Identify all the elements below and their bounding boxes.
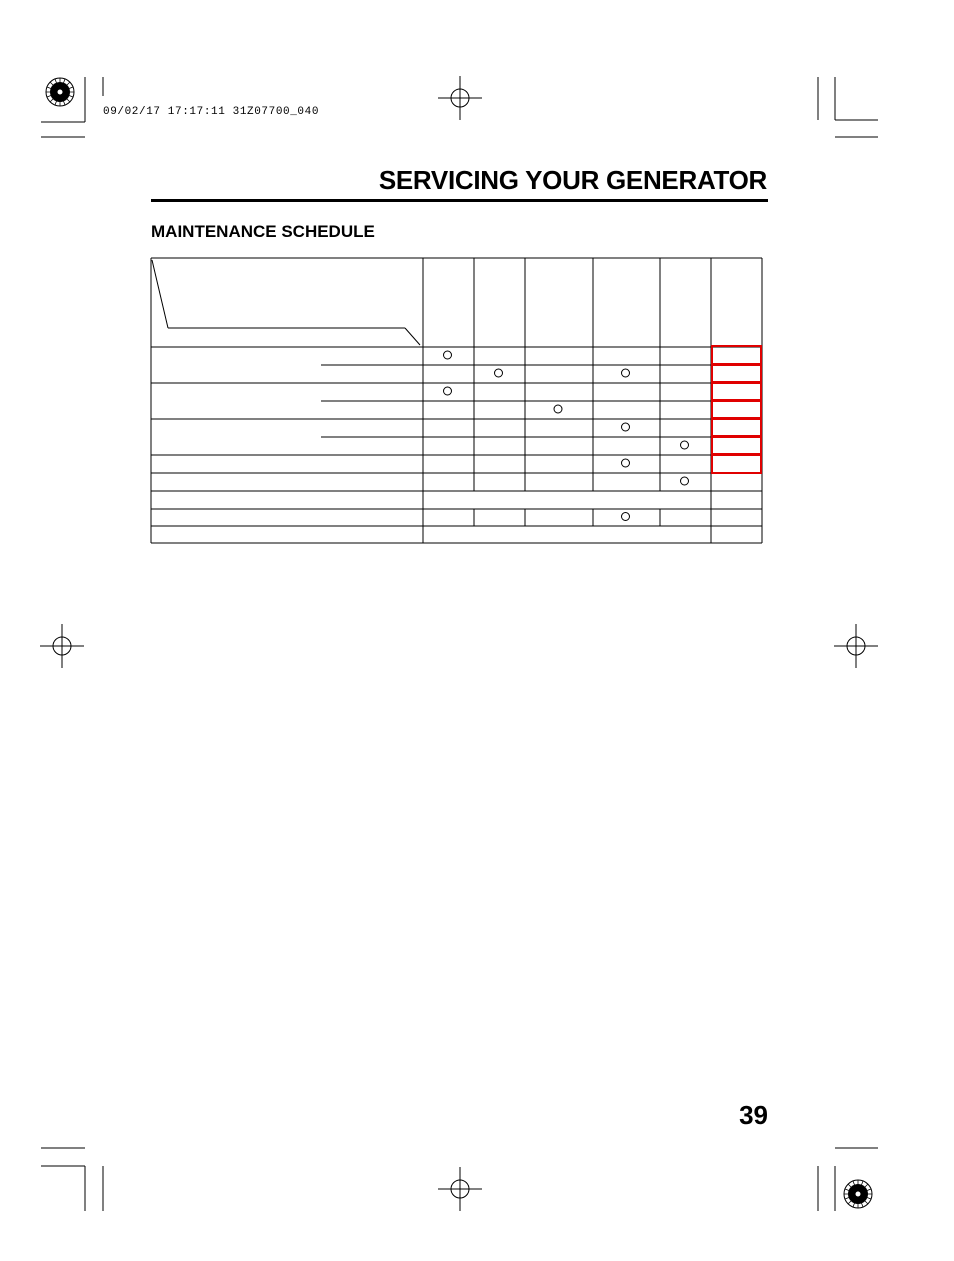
- subsection-title: MAINTENANCE SCHEDULE: [151, 222, 375, 241]
- section-title: SERVICING YOUR GENERATOR: [378, 165, 767, 195]
- schedule-mark-circle: [622, 459, 630, 467]
- page-number: 39: [739, 1100, 768, 1130]
- schedule-mark-circle: [622, 369, 630, 377]
- schedule-mark-circle: [444, 351, 452, 359]
- highlight-box: [712, 382, 761, 401]
- schedule-mark-circle: [681, 441, 689, 449]
- schedule-mark-circle: [444, 387, 452, 395]
- print-stamp: 09/02/17 17:17:11 31Z07700_040: [103, 106, 320, 118]
- highlight-box: [712, 436, 761, 455]
- highlight-box: [712, 364, 761, 383]
- schedule-mark-circle: [622, 513, 630, 521]
- header-diagonal-line: [152, 260, 168, 328]
- schedule-mark-circle: [681, 477, 689, 485]
- header-diagonal-line: [405, 328, 420, 345]
- schedule-mark-circle: [554, 405, 562, 413]
- schedule-mark-circle: [495, 369, 503, 377]
- highlight-box: [712, 400, 761, 419]
- schedule-mark-circle: [622, 423, 630, 431]
- highlight-box: [712, 346, 761, 365]
- highlight-box: [712, 454, 761, 473]
- highlight-box: [712, 418, 761, 437]
